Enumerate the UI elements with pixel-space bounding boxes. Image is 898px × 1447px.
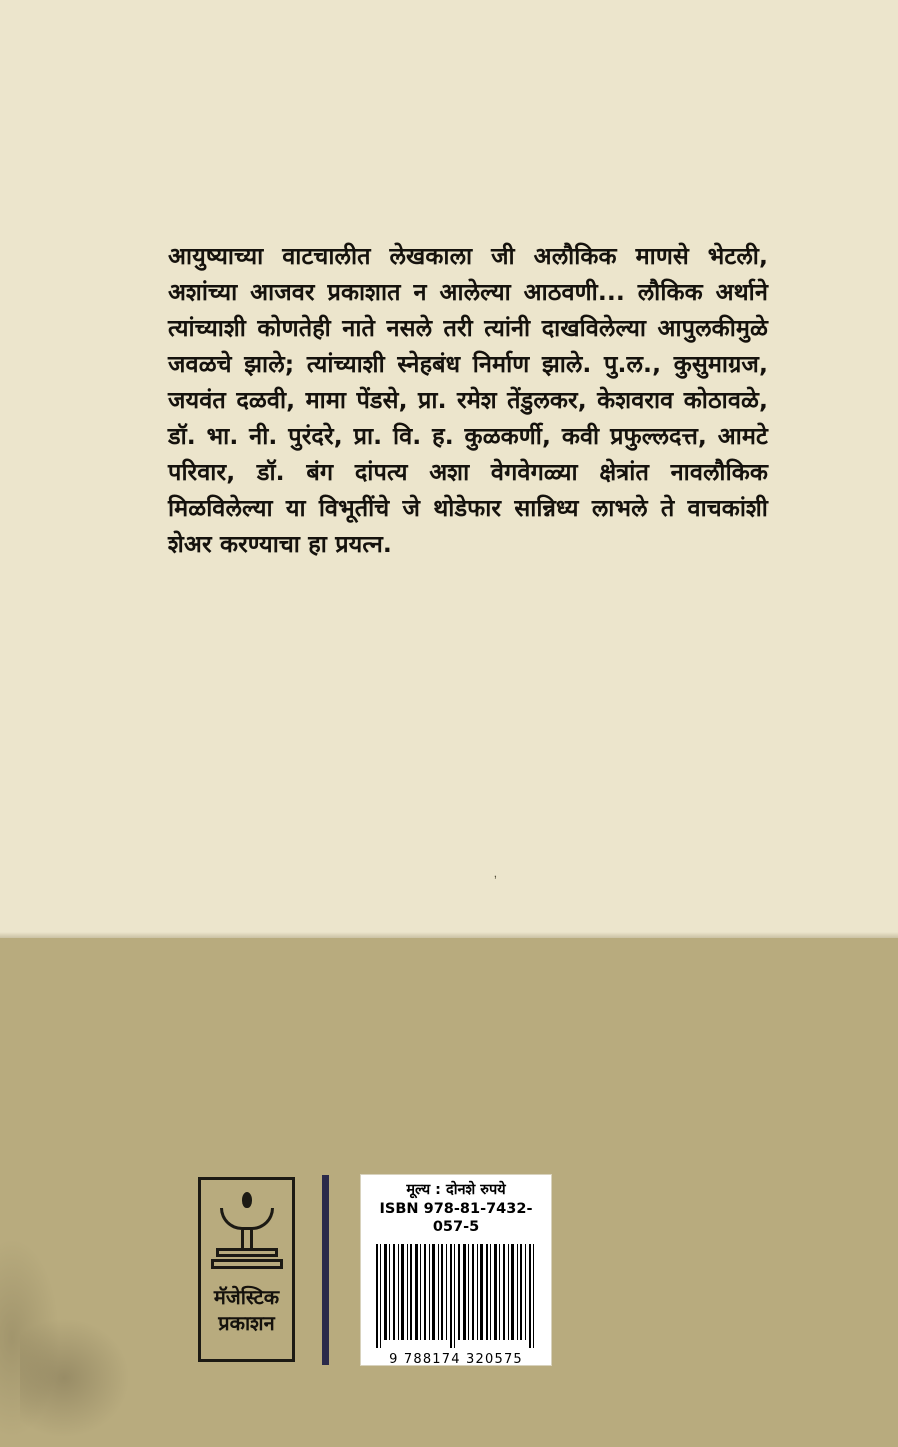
lamp-flame [242, 1192, 252, 1208]
lamp-bowl [220, 1208, 274, 1230]
price-label: मूल्य : दोनशे रुपये [406, 1182, 506, 1198]
isbn-label: ISBN 978-81-7432-057-5 [379, 1201, 533, 1235]
oil-lamp-icon [211, 1192, 283, 1278]
lamp-stem [241, 1230, 253, 1248]
vertical-divider [322, 1175, 329, 1365]
stray-ink-mark: ʼ [494, 873, 497, 888]
lamp-base-upper [216, 1248, 278, 1257]
publisher-name-line2: प्रकाशन [218, 1311, 275, 1335]
lamp-base-lower [211, 1259, 283, 1269]
publisher-name-line1: मॅजेस्टिक [213, 1285, 280, 1309]
paper-smudge-edge [0, 1238, 60, 1438]
back-cover-blurb: आयुष्याच्या वाटचालीत लेखकाला जी अलौकिक माणसे भेटली, अशांच्या आजवर प्रकाशात न आलेल्या आठवणी... लौकिक अर्थाने त्यांच्याशी कोणतेही नाते नसले तरी त्यांनी दाखविलेल्या आपुलकीमुळे जवळचे झाले; त्यांच्याशी स्नेहबंध निर्माण झाले. पु.ल., कुसुमाग्रज, जयवंत दळवी, मामा पेंडसे, प्रा. रमेश तेंडुलकर, केशवराव कोठावळे, डॉ. भा. नी. पुरंदरे, प्रा. वि. ह. कुळकर्णी, कवी प्रफुल्लदत्त, आमटे परिवार, डॉ. बंग दांपत्य अशा वेगवेगळ्या क्षेत्रांत नावलौकिक मिळविलेल्या या विभूतींचे जे थोडेफार सान्निध्य लाभले ते वाचकांशी शेअर करण्याचा हा प्रयत्न. [168, 242, 768, 558]
isbn-barcode-block [360, 1174, 552, 1366]
barcode-digits: 9 788174 320575 [389, 1352, 523, 1367]
barcode-image [369, 1242, 543, 1354]
publisher-logo [198, 1177, 295, 1362]
publisher-name [214, 1284, 279, 1336]
